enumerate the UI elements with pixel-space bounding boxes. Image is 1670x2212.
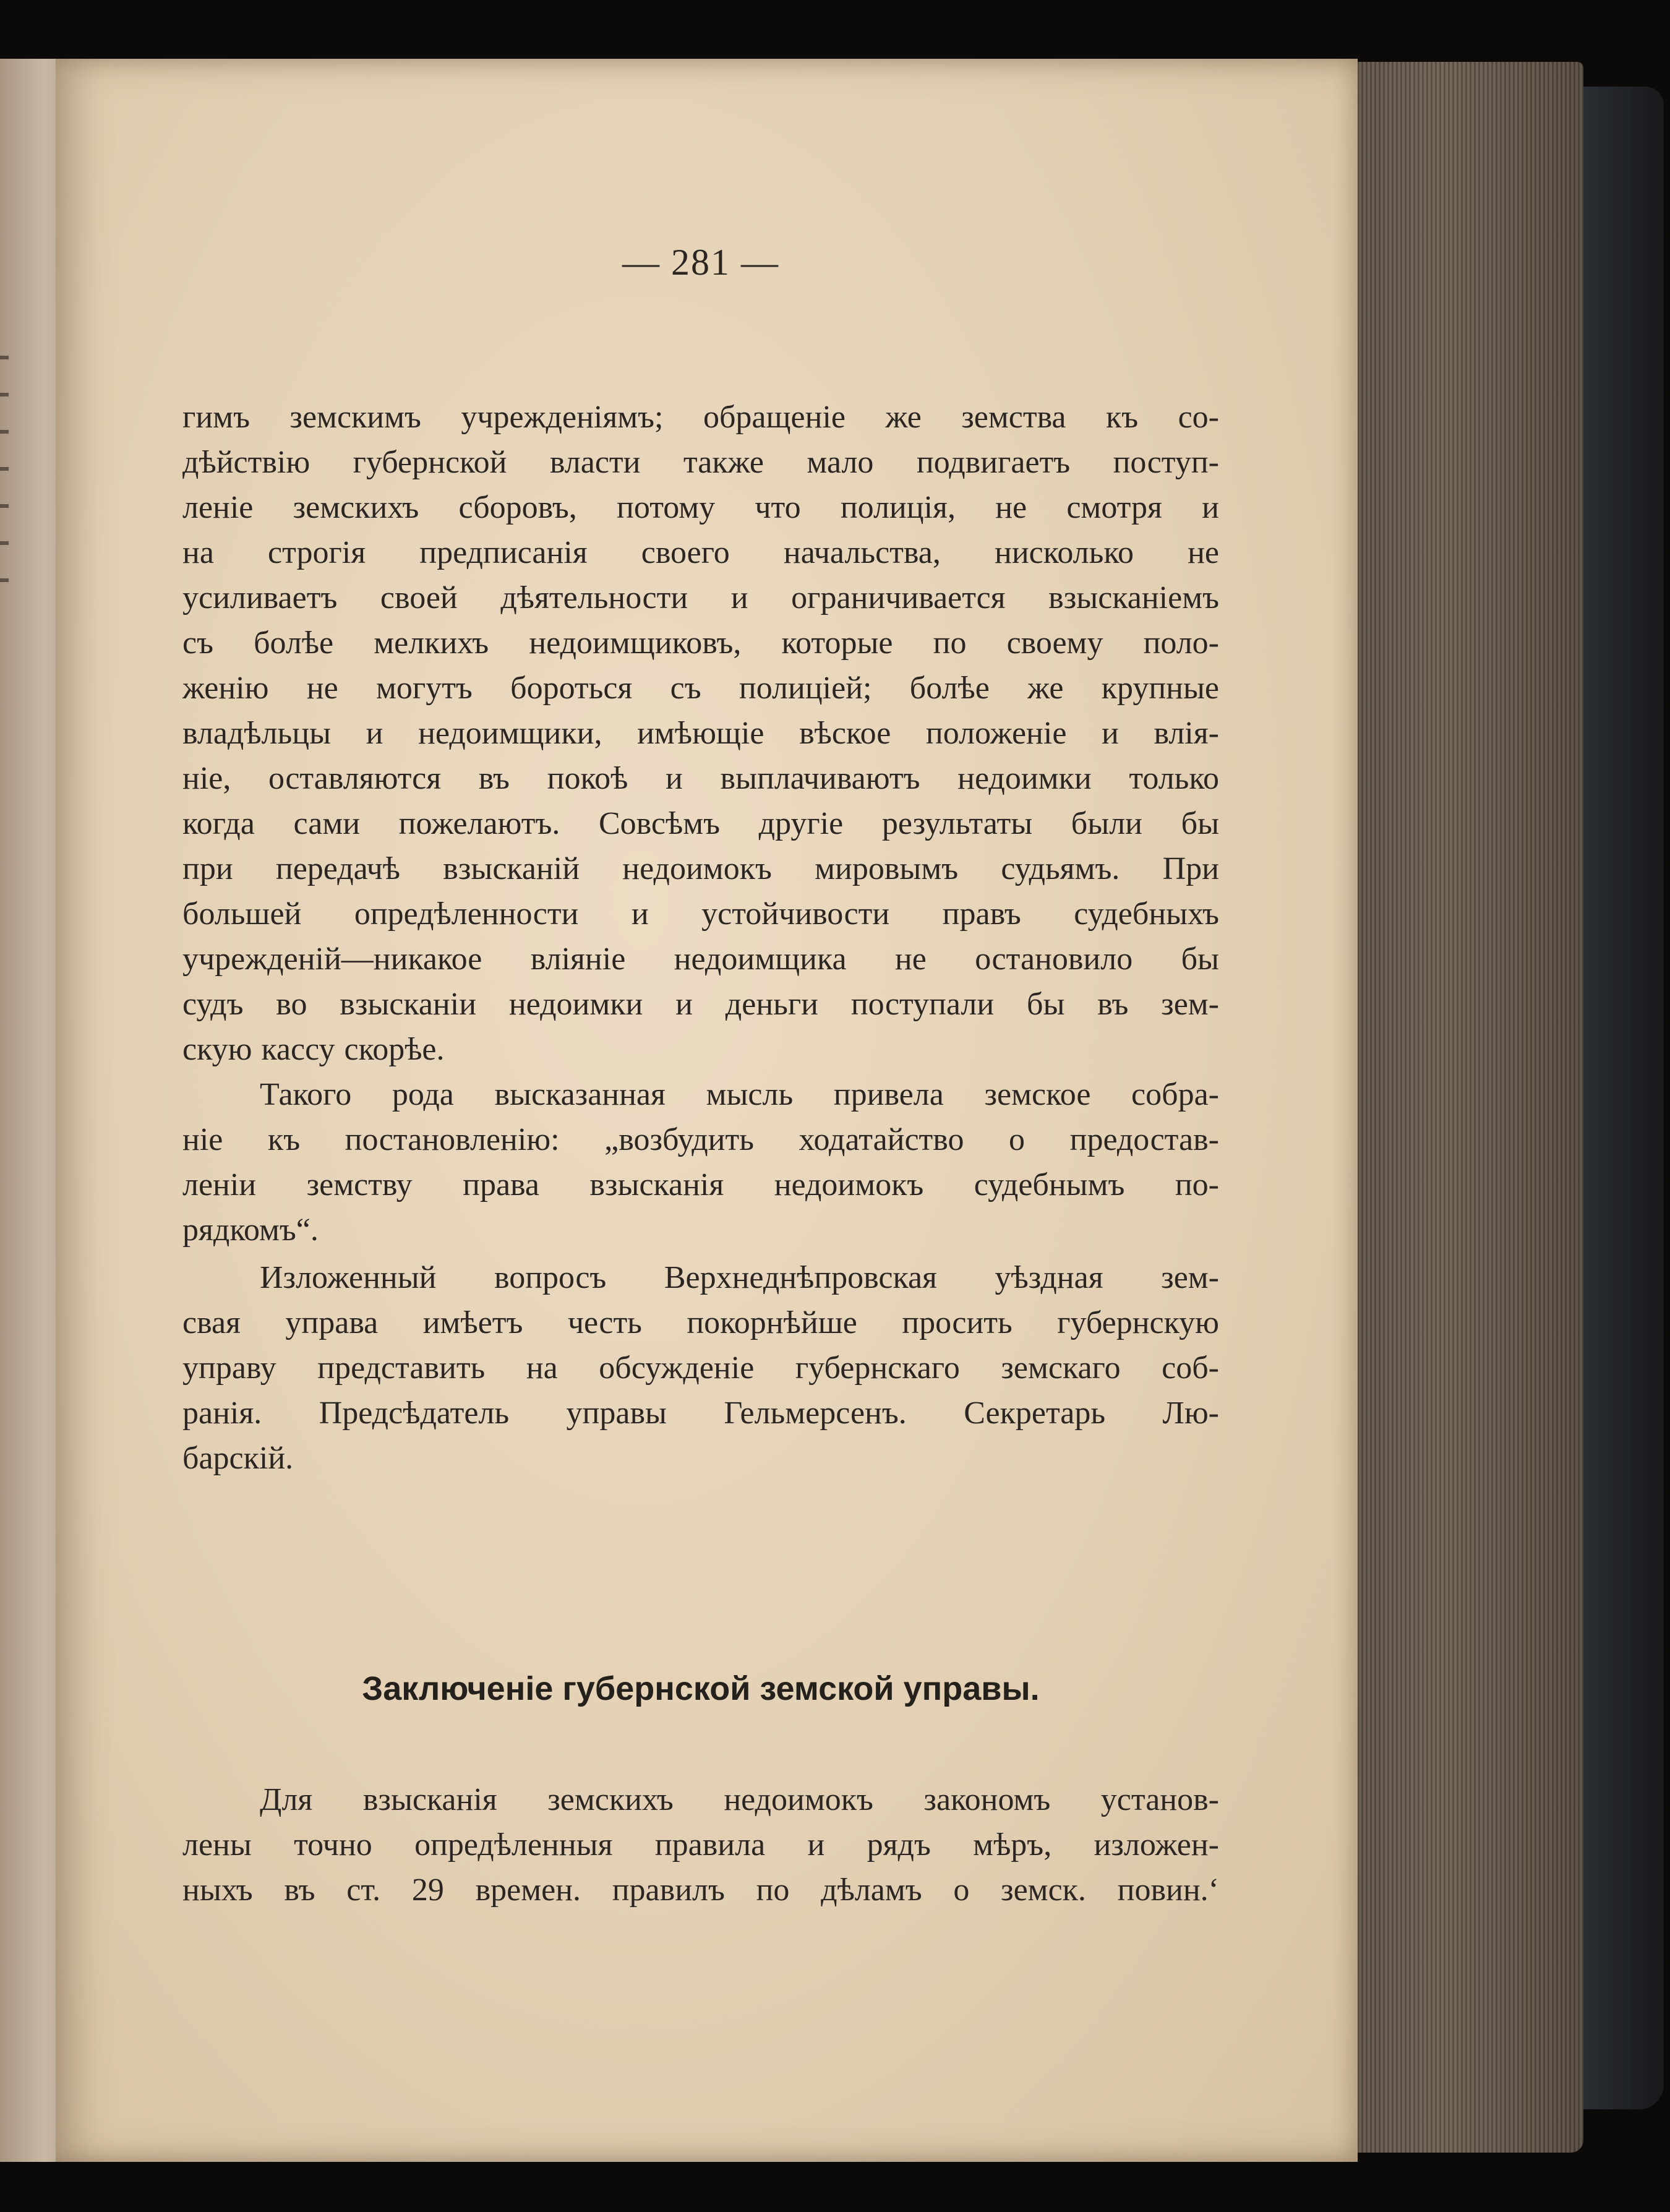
- page-number: — 281 —: [622, 242, 779, 283]
- text-line: Такого рода высказанная мысль привела земское собра-: [260, 1077, 1219, 1112]
- text-line: учрежденій—никакое вліяніе недоимщика не остановило бы: [182, 941, 1219, 977]
- text-line: при передачѣ взысканій недоимокъ мировымъ судьямъ. При: [182, 851, 1219, 886]
- text-line: большей опредѣленности и устойчивости правъ судебныхъ: [182, 896, 1219, 932]
- text-line: рядкомъ“.: [182, 1212, 319, 1248]
- book-page: [56, 59, 1358, 2162]
- section-heading: Заключеніе губернской земской управы.: [362, 1670, 1040, 1707]
- text-line: судъ во взысканіи недоимки и деньги поступали бы въ зем-: [182, 987, 1219, 1022]
- text-line: леніи земству права взысканія недоимокъ судебнымъ по-: [182, 1167, 1219, 1202]
- text-line: съ болѣе мелкихъ недоимщиковъ, которые по своему поло-: [182, 625, 1219, 661]
- text-line: усиливаетъ своей дѣятельности и ограничивается взысканіемъ: [182, 580, 1219, 615]
- text-line: ранія. Предсѣдатель управы Гельмерсенъ. Секретарь Лю-: [182, 1395, 1219, 1431]
- text-line: ніе къ постановленію: „возбудить ходатайство о предостав-: [182, 1122, 1219, 1157]
- text-line: когда сами пожелаютъ. Совсѣмъ другіе результаты были бы: [182, 806, 1219, 841]
- text-line: гимъ земскимъ учрежденіямъ; обращеніе же земства къ со-: [182, 400, 1219, 435]
- text-line: ныхъ въ ст. 29 времен. правилъ по дѣламъ о земск. повин.‘: [182, 1872, 1219, 1908]
- page-stack-edge: [1348, 62, 1583, 2153]
- text-line: женію не могутъ бороться съ полиціей; болѣе же крупные: [182, 671, 1219, 706]
- text-line: лены точно опредѣленныя правила и рядъ мѣръ, изложен-: [182, 1827, 1219, 1863]
- text-line: Изложенный вопросъ Верхнеднѣпровская уѣздная зем-: [260, 1260, 1219, 1295]
- text-line: леніе земскихъ сборовъ, потому что полиція, не смотря и: [182, 490, 1219, 525]
- text-line: Для взысканія земскихъ недоимокъ закономъ установ-: [260, 1782, 1219, 1817]
- text-line: скую кассу скорѣе.: [182, 1032, 445, 1067]
- text-line: на строгія предписанія своего начальства, нисколько не: [182, 535, 1219, 570]
- text-line: управу представить на обсужденіе губернскаго земскаго соб-: [182, 1350, 1219, 1386]
- text-line: свая управа имѣетъ честь покорнѣйше просить губернскую: [182, 1305, 1219, 1340]
- text-line: владѣльцы и недоимщики, имѣющіе вѣское положеніе и влія-: [182, 716, 1219, 751]
- text-line: ніе, оставляются въ покоѣ и выплачиваютъ недоимки только: [182, 761, 1219, 796]
- text-line: барскій.: [182, 1441, 294, 1476]
- text-line: дѣйствію губернской власти также мало подвигаетъ поступ-: [182, 445, 1219, 480]
- facing-page-marks: [0, 356, 9, 615]
